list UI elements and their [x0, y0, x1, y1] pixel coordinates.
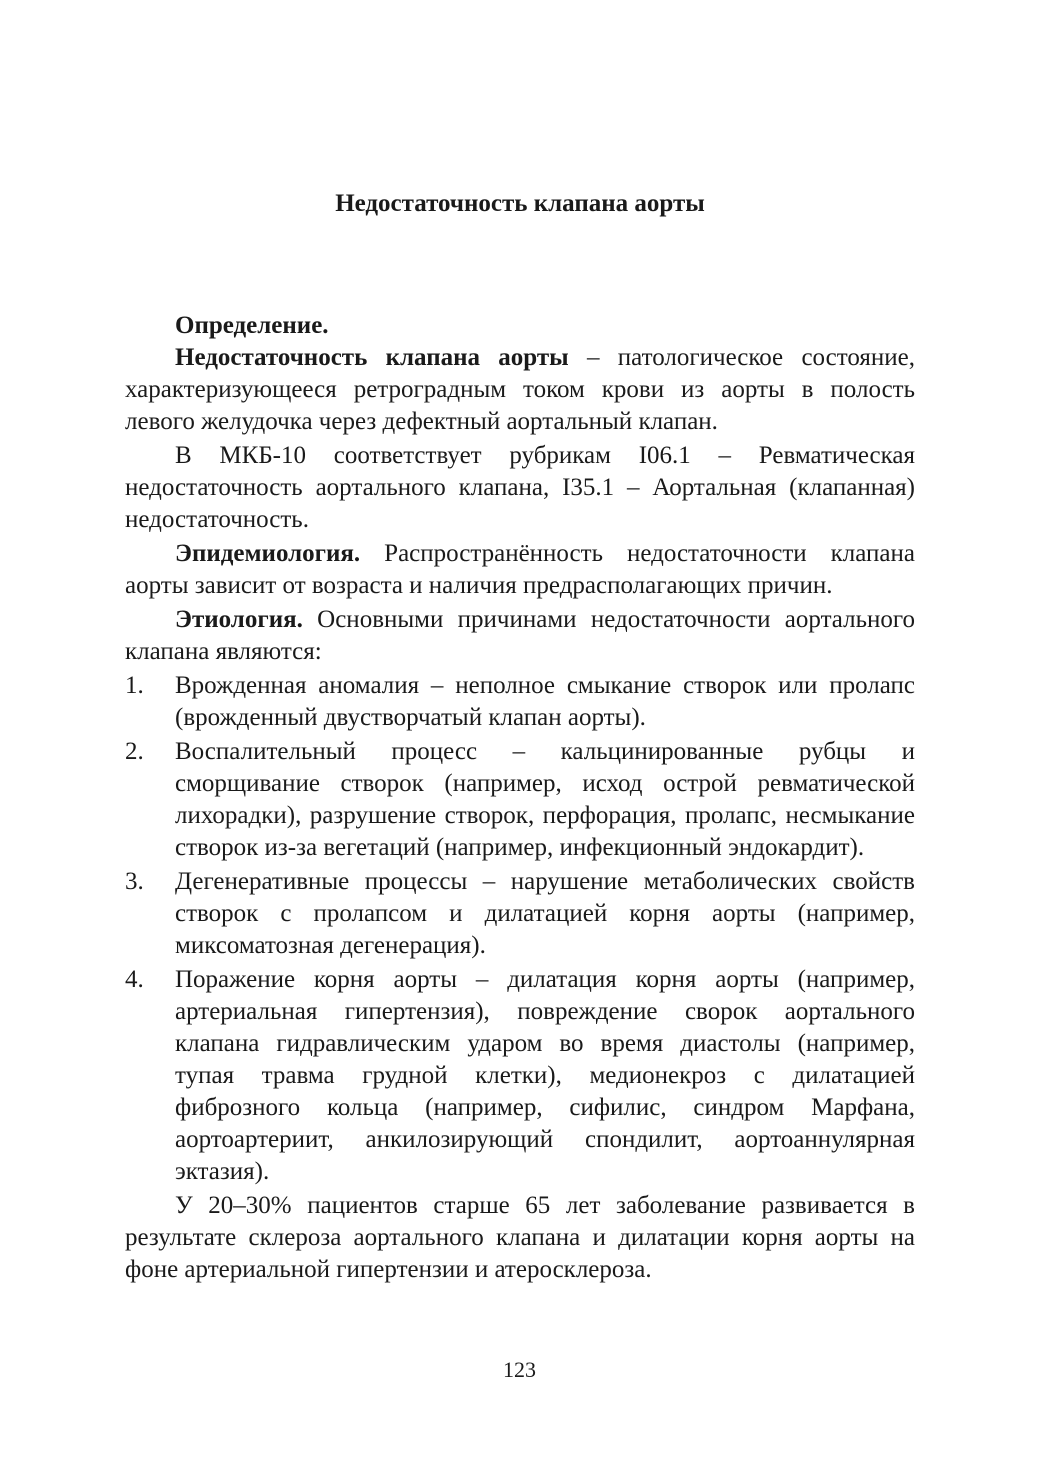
definition-heading: [125, 310, 915, 342]
list-item-number: 2.: [125, 738, 144, 765]
list-item: [125, 866, 915, 962]
list-item-number: 3.: [125, 868, 144, 895]
etiology-paragraph: [125, 604, 915, 668]
epidemiology-text: Распространённость недостаточности клапана аорты зависит от возраста и наличия предрасполагающих причин.: [125, 540, 915, 599]
list-item-text: Воспалительный процесс – кальцинированные рубцы и сморщивание створок (например, исход острой ревматической лихорадки), разрушение створок, перфорация, пролапс, несмыкание створок из-за вегетаций (например, инфекционный эндокардит).: [175, 738, 915, 861]
epidemiology-paragraph: [125, 538, 915, 602]
list-item: [125, 964, 915, 1188]
epidemiology-heading: Эпидемиология.: [175, 540, 361, 567]
definition-paragraph: [125, 342, 915, 438]
definition-heading-text: Определение.: [175, 312, 329, 339]
page-title: Недостаточность клапана аорты: [335, 190, 705, 217]
page-content: [125, 188, 915, 1286]
etiology-text: Основными причинами недостаточности аортального клапана являются:: [125, 606, 915, 665]
etiology-list: [125, 670, 915, 1188]
list-item: [125, 736, 915, 864]
etiology-heading: Этиология.: [175, 606, 303, 633]
definition-text: – патологическое состояние, характеризующееся ретроградным током крови из аорты в полость левого желудочка через дефектный аортальный клапан.: [125, 344, 915, 435]
page-number: 123: [503, 1357, 536, 1382]
list-item-text: Врожденная аномалия – неполное смыкание створок или пролапс (врожденный двустворчатый клапан аорты).: [175, 672, 915, 731]
list-item-number: 4.: [125, 966, 144, 993]
list-item-text: Дегенеративные процессы – нарушение метаболических свойств створок с пролапсом и дилатацией корня аорты (например, миксоматозная дегенерация).: [175, 868, 915, 959]
list-item: [125, 670, 915, 734]
list-item-number: 1.: [125, 672, 144, 699]
icd-paragraph: В МКБ-10 соответствует рубрикам I06.1 – Ревматическая недостаточность аортального клапана, I35.1 – Аортальная (клапанная) недостаточность.: [125, 442, 915, 533]
elderly-paragraph: У 20–30% пациентов старше 65 лет заболевание развивается в результате склероза аортального клапана и дилатации корня аорты на фоне артериальной гипертензии и атеросклероза.: [125, 1192, 915, 1283]
definition-term: Недостаточность клапана аорты: [175, 344, 569, 371]
list-item-text: Поражение корня аорты – дилатация корня аорты (например, артериальная гипертензия), повреждение сворок аортального клапана гидравлическим ударом во время диастолы (например, тупая травма грудной клетки), медионекроз с дилатацией фиброзного кольца (например, сифилис, синдром Марфана, аортоартериит, анкилозирующий спондилит, аортоаннулярная эктазия).: [175, 966, 915, 1185]
